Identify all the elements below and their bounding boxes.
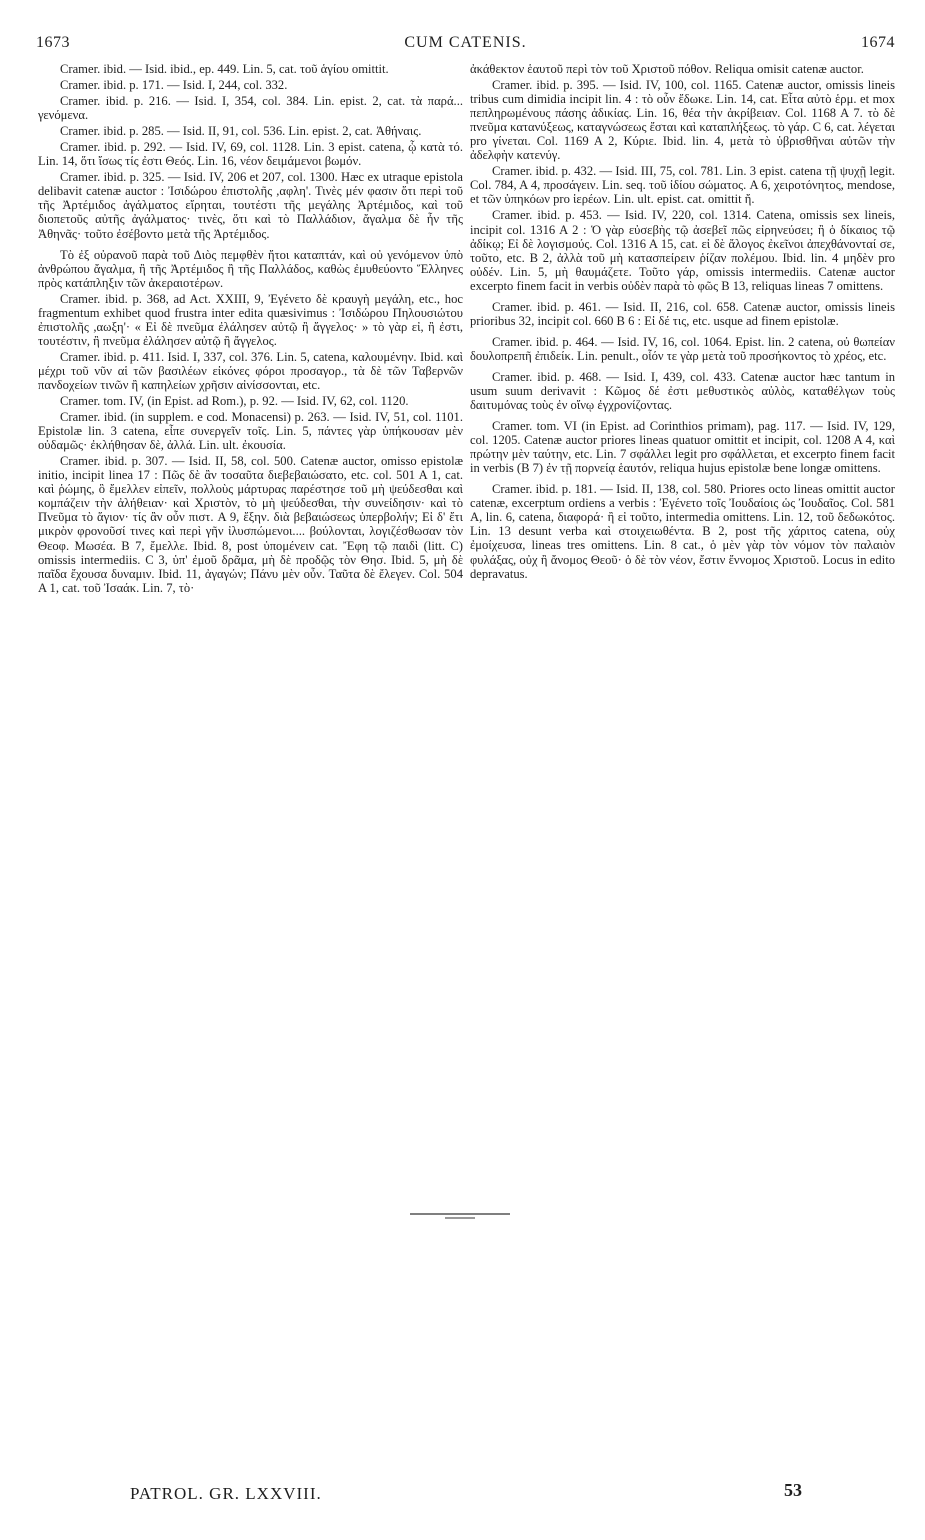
- paragraph: Cramer. ibid. p. 292. — Isid. IV, 69, col. 1128. Lin. 3 epist. catena, ᾧ κατὰ τό. Lin. 14, ὅτι ἴσως τίς ἐστι Θεός. Lin. 16, νέον δειμάμενοι βωμόν.: [38, 140, 463, 169]
- right-column-number: 1674: [861, 34, 895, 51]
- left-column-number: 1673: [36, 34, 70, 51]
- series-footer: PATROL. GR. LXXVIII.: [130, 1484, 322, 1503]
- paragraph: Cramer. ibid. (in supplem. e cod. Monacensi) p. 263. — Isid. IV, 51, col. 1101. Epistolæ lin. 3 catena, εἶπε συνεργεῖν τοῖς. Lin. 5, πάντες γὰρ ὑπήκουσαν μὲν οὐδαμῶς· ἐκλήθησαν δὲ, ἀλλά. Lin. ult. ἐκουσία.: [38, 410, 463, 453]
- running-title: CUM CATENIS.: [404, 34, 527, 51]
- page-header: [36, 34, 895, 56]
- paragraph: Τὸ ἐξ οὐρανοῦ παρὰ τοῦ Διὸς πεμφθὲν ἤτοι καταπτάν, καὶ οὐ γενόμενον ὑπὸ ἀνθρώπου ἄγαλμα, ἢ τῆς Ἀρτέμιδος ἢ τῆς Παλλάδος, καθὼς ἐμυθεύοντο Ἕλληνες πρὸς κατάπληξιν τῶν ἀκεραιοτέρων.: [38, 247, 463, 290]
- paragraph: Cramer. ibid. p. 368, ad Act. XXIII, 9, Ἐγένετο δὲ κραυγὴ μεγάλη, etc., hoc fragmentum exhibet quod frustra inter edita quæsivimus : Ἰσιδώρου Πηλουσιώτου ἐπιστολῆς ,αωξη'· « Εἰ δὲ πνεῦμα ἐλάλησεν αὐτῷ ἢ ἄγγελος· » τὸ γὰρ εἰ, ἢ ἐστι, τουτέστιν, ἢ πνεῦμα ἐλάλησεν αὐτῷ ἢ ἄγγελος.: [38, 291, 463, 348]
- paragraph: Cramer. ibid. p. 411. Isid. I, 337, col. 376. Lin. 5, catena, καλουμένην. Ibid. καὶ μέχρι τοῦ νῦν αἱ τῶν βασιλέων εἰκόνες φόροι προσαγορ., τὰ δὲ τῶν Ταβερνῶν πανδοχείων τινῶν ἢ καπηλείων χρῆσιν αἰνίσσονται, etc.: [38, 349, 463, 392]
- paragraph: Cramer. tom. IV, (in Epist. ad Rom.), p. 92. — Isid. IV, 62, col. 1120.: [60, 394, 409, 409]
- paragraph: Cramer. ibid. p. 216. — Isid. I, 354, col. 384. Lin. epist. 2, cat. τὰ παρά... γενόμενα.: [38, 94, 463, 123]
- paragraph: ἀκάθεκτον ἑαυτοῦ περὶ τὸν τοῦ Χριστοῦ πόθον. Reliqua omisit catenæ auctor.: [470, 62, 864, 76]
- paragraph: Cramer. ibid. p. 285. — Isid. II, 91, col. 536. Lin. epist. 2, cat. Ἀθήναις.: [60, 124, 422, 139]
- paragraph: Cramer. ibid. p. 464. — Isid. IV, 16, col. 1064. Epist. lin. 2 catena, οὐ θωπείαν δουλοπρεπῆ ἐπιδείκ. Lin. penult., οἷόν τε γὰρ μετὰ τοῦ προσήκοντος τὸ χρέος, etc.: [470, 334, 895, 363]
- paragraph: Cramer. ibid. p. 468. — Isid. I, 439, col. 433. Catenæ auctor hæc tantum in usum suum derivavit : Κῶμος δέ ἐστι μεθυστικὸς αὐλὸς, καταθέλγων τοὺς δαιτυμόνας τοὺς ἐν οἴνῳ ἐγχρονίζοντας.: [470, 369, 895, 413]
- signature-mark: 53: [784, 1480, 802, 1500]
- paragraph: Cramer. ibid. p. 325. — Isid. IV, 206 et 207, col. 1300. Hæc ex utraque epistola delibavit catenæ auctor : Ἰσιδώρου ἐπιστολῆς ,αφλη'. Τινὲς μέν φασιν ὅτι περὶ τοῦ τῆς Ἀρτέμιδος ἀγάλματος εἴρηται, τουτέστι τῆς μεγάλης Ἀρτέμιδος, καὶ τοῦ διοπετοῦς αὐτῆς ἀγάλματος· τινὲς, ὅτι καὶ τὸ Παλλάδιον, ἄγαλμα δὲ ἦν τῆς Ἀθηνᾶς· τοῦτο ἐσέβοντο μετὰ τῆς Ἀρτέμιδος.: [38, 170, 463, 241]
- paragraph: Cramer. ibid. p. 461. — Isid. II, 216, col. 658. Catenæ auctor, omissis lineis prioribus 32, incipit col. 660 B 6 : Εἰ δέ τις, etc. usque ad finem epistolæ.: [470, 299, 895, 328]
- paragraph: Cramer. tom. VI (in Epist. ad Corinthios primam), pag. 117. — Isid. IV, 129, col. 1205. Catenæ auctor priores lineas quatuor omittit et incipit, col. 1208 A 4, καὶ πρώτην μὲν ταύτην, etc. Lin. 7 σφάλλει legit pro σφάλλεται, et excerpto finem facit in verbis (B 7) ἐν τῇ πορνείᾳ ἑαυτόν, reliqua hujus epistolæ bene longæ omittens.: [470, 419, 895, 476]
- paragraph: Cramer. ibid. p. 171. — Isid. I, 244, col. 332.: [60, 78, 288, 93]
- paragraph: Cramer. ibid. — Isid. ibid., ep. 449. Lin. 5, cat. τοῦ ἁγίου omittit.: [60, 62, 389, 76]
- paragraph: Cramer. ibid. p. 307. — Isid. II, 58, col. 500. Catenæ auctor, omisso epistolæ initio, incipit linea 17 : Πῶς δὲ ἂν τοσαῦτα διεβεβαιώσατο, etc. col. 501 A 1, cat. καὶ ῥώμης, ὃ ἔμελλεν εἰπεῖν, πολλοὺς μάρτυρας παρέστησε τοῦ μὴ ψεύδεσθαι καὶ κομπάζειν τὴν ἀλήθειαν· καὶ Χριστὸν, τὸ μὴ ψεύδεσθαι, τὴν συνείδησιν· καὶ τὸ Πνεῦμα τὸ ἅγιον· τίς ἂν οὖν πιστ. A 9, ἔξην. διὰ βεβαιώσεως ὑπερβολήν; Εἰ δ' ἔτι μικρὸν φρονοῦσί τινες καὶ περὶ γῆν ἰλυσπώμενοι.... βούλονται, λογιζέσθωσαν τὸν Θεοφ. Μωσέα. B 7, ἔμελλε. Ibid. 8, post ὑπομένειν cat. Ἔφη τῷ παιδὶ (litt. C) omissis intermediis. C 3, ὑπ' ἐμοῦ δρᾶμα, μὴ δὲ προδῷς τὸν Θησ. Ibid. 5, μὴ δὲ παῖδα ἔχουσα δυναμιν. Ibid. 11, ἀγαγών; Πάνυ μὲν οὖν. Ταῦτα δὲ ἔλεγεν. Col. 504 A 1, cat. τοῦ Ἰσαάκ. Lin. 7, τὸ·: [38, 454, 463, 595]
- paragraph: Cramer. ibid. p. 453. — Isid. IV, 220, col. 1314. Catena, omissis sex lineis, incipit col. 1316 A 2 : Ὁ γὰρ εὐσεβὴς τῷ ἀσεβεῖ πῶς εἰρηνεύσει; ἢ ὁ δίκαιος τῷ ἀδίκῳ; Εἰ δὲ λογισμούς. Col. 1316 A 15, cat. εἰ δὲ ἄλογος ἐκεῖνοι ἀπεχθάνονταί σε, τοῦτο, etc. B 2, ἀλλὰ τοῦ μὴ κατασπείρειν ῥίζαν πολέμου. Ibid. lin. 4 μηδὲν pro οὐδέν. Lin. 5, μὴ θαυμάζετε. Τοῦτο γάρ, omissis intermediis. Catenæ auctor excerpto finem facit in verbis οὐδὲν παρὰ τὸ φῶς B 13, reliquas lineas 7 omittens.: [470, 208, 895, 293]
- end-ornament-rule: [410, 1212, 510, 1220]
- right-text-column: [470, 62, 895, 581]
- left-text-column: [38, 62, 463, 595]
- paragraph: Cramer. ibid. p. 432. — Isid. III, 75, col. 781. Lin. 3 epist. catena τῇ ψυχῇ legit. Col. 784, A 4, προσάγειν. Lin. seq. τοῦ ἰδίου σώματος. A 6, χειροτόνητος, mendose, et τῶν ὑπηκόων pro ἱερέων. Lin. ult. epist. cat. omittit ἤ.: [470, 164, 895, 207]
- paragraph: Cramer. ibid. p. 181. — Isid. II, 138, col. 580. Priores octo lineas omittit auctor catenæ, excerptum ordiens a verbis : Ἐγένετο τοῖς Ἰουδαίοις ὡς Ἰουδαῖος. Col. 581 A, lin. 6, catena, διαφορά· ἢ εἰ τοῦτο, intermedia omittens. Lin. 12, τοῦ δεδωκότος. Lin. 13 desunt verba καὶ στοιχειωθέντα. B 2, post τῆς χάριτος catena, οὐχ ἐμοίχευσα, lineas tres omittens. Lin. 8 cat., ὁ μὲν γὰρ τὸν νόμον τὸν παλαιὸν φυλάξας, οὐχ ἢ ἄνομος Θεοῦ· ὁ δὲ τὸν νέον, ἔστιν ἔννομος Χριστοῦ. Locus in edito depravatus.: [470, 482, 895, 581]
- paragraph: Cramer. ibid. p. 395. — Isid. IV, 100, col. 1165. Catenæ auctor, omissis lineis tribus cum dimidia incipit lin. 4 : τὸ οὖν ἔδωκε. Lin. 14, cat. Εἶτα αὐτὸ ἑρμ. et mox πεπληρωμένους πάσης ἀδικίας. Lin. 16, θέα τὴν ἀκρίβειαν. Col. 1168 A 7. τὸ δὲ πνεῦμα κατανύξεως, καταγνώσεως ἔσται καὶ καταπλήξεως. τὸ γάρ. C 6, cat. λέγεται pro γίνεται. Col. 1169 A 2, Κύριε. Ibid. lin. 4, μετὰ τὸ ὑβρισθῆναι αὐτῶν τὴν ἀδελφὴν κατενύγ.: [470, 78, 895, 163]
